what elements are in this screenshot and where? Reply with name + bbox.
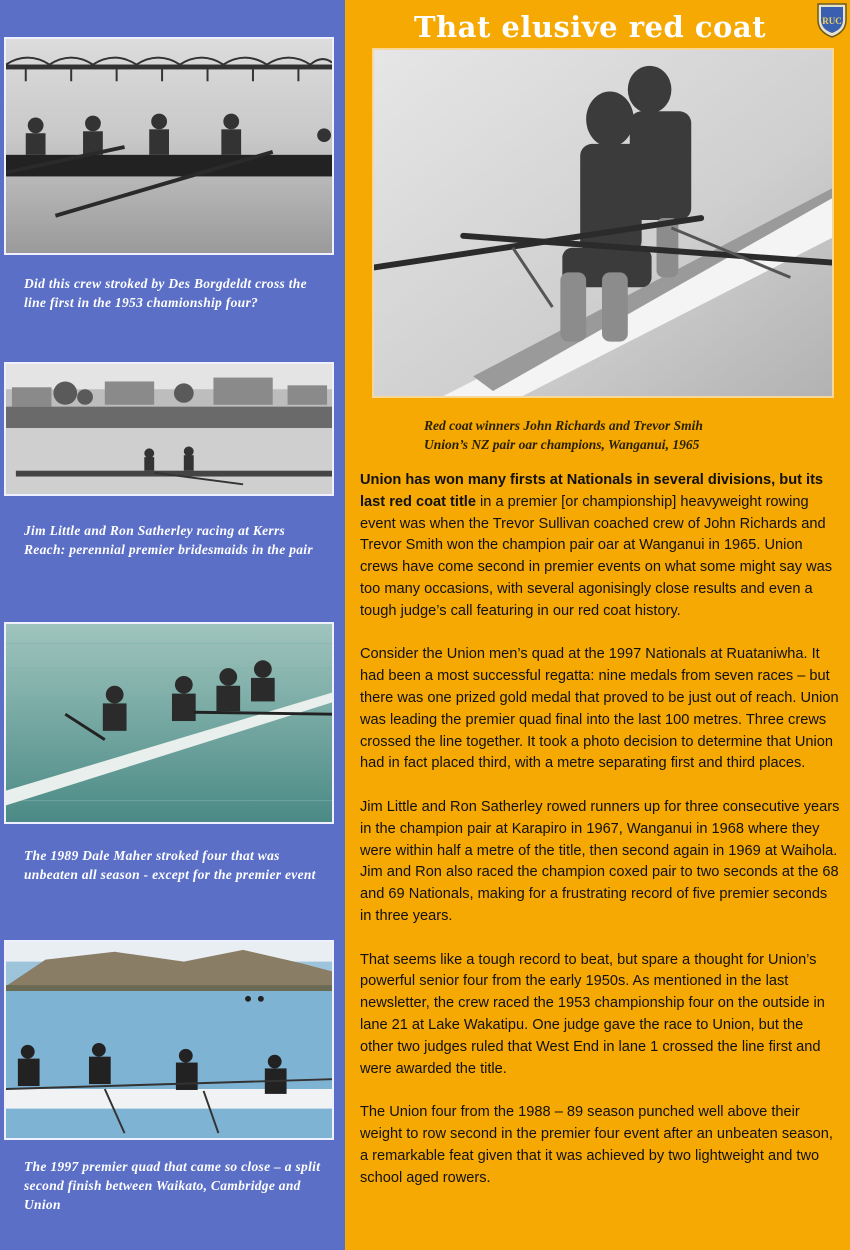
page-title: That elusive red coat [413, 10, 767, 44]
article-paragraph-3: Jim Little and Ron Satherley rowed runners up for three consecutive years in the champion pair at Karapiro in 1967, Wanganui in 1968 where they were within half a metre of the title, then second again in 1969 at Waihola. Jim and Ron also raced the champion coxed pair to two seconds at the 68 and 69 Nationals, making for a frustrating record of five premier seconds in three years. [360, 798, 840, 924]
article-lead-bold: Union has won many firsts at Nationals in several divisions, but its last red coat title [360, 472, 824, 510]
main-photo-caption [424, 416, 824, 454]
article-paragraph-5: The Union four from the 1988 – 89 season punched well above their weight to row second in the premier four event after an unbeaten season, a remarkable feat given that it was achieved by two lightweight and two school aged rowers. [360, 1104, 833, 1186]
club-crest-icon [816, 2, 848, 38]
caption-1953-four: Did this crew stroked by Des Borgdeldt cross the line first in the 1953 chamionship four? [24, 276, 307, 310]
article-lead-rest: in a premier [or championship] heavyweight rowing event was when the Trevor Sullivan coached crew of John Richards and Trevor Smith won the champion pair oar at Wanganui in 1965. Union crews have come second in premier events on what some might say was too many occasions, with several agonisingly close results and even a tough judge’s call featuring in our red coat history. [360, 493, 833, 619]
article-body [360, 470, 840, 1211]
photo-1997-quad [4, 940, 334, 1140]
crest-letters: RUC [822, 16, 842, 26]
photo-1953-four [4, 37, 334, 255]
article-paragraph-1 [360, 470, 840, 623]
photo-kerrs-reach-pair [4, 362, 334, 496]
main-caption-line1: Red coat winners John Richards and Trevor Smih [424, 418, 703, 433]
caption-1989-four: The 1989 Dale Maher stroked four that was unbeaten all season - except for the premier event [24, 848, 316, 882]
caption-kerrs-reach-pair: Jim Little and Ron Satherley racing at Kerrs Reach: perennial premier bridesmaids in the pair [24, 523, 313, 557]
photo-1989-four [4, 622, 334, 824]
caption-1997-quad: The 1997 premier quad that came so close – a split second finish between Waikato, Cambridge and Union [24, 1159, 321, 1212]
main-caption-line2: Union’s NZ pair oar champions, Wanganui, 1965 [424, 437, 700, 452]
article-paragraph-2: Consider the Union men’s quad at the 1997 Nationals at Ruataniwha. It had been a most successful regatta: nine medals from seven races – but there was one prized gold medal that proved to be just out of reach. Union was leading the premier quad final into the last 100 metres. Three crews crossed the line together. It took a photo decision to determine that Union had in fact placed third, with a metre separating first and third places. [360, 646, 839, 772]
photo-red-coat-winners [372, 48, 834, 398]
article-paragraph-4: That seems like a tough record to beat, but spare a thought for Union’s powerful senior four from the early 1950s. As mentioned in the last newsletter, the crew raced the 1953 championship four on the outside in lane 21 at Lake Wakatipu. One judge gave the race to Union, but the other two judges ruled that West End in lane 1 crossed the line first and were awarded the title. [360, 951, 825, 1077]
